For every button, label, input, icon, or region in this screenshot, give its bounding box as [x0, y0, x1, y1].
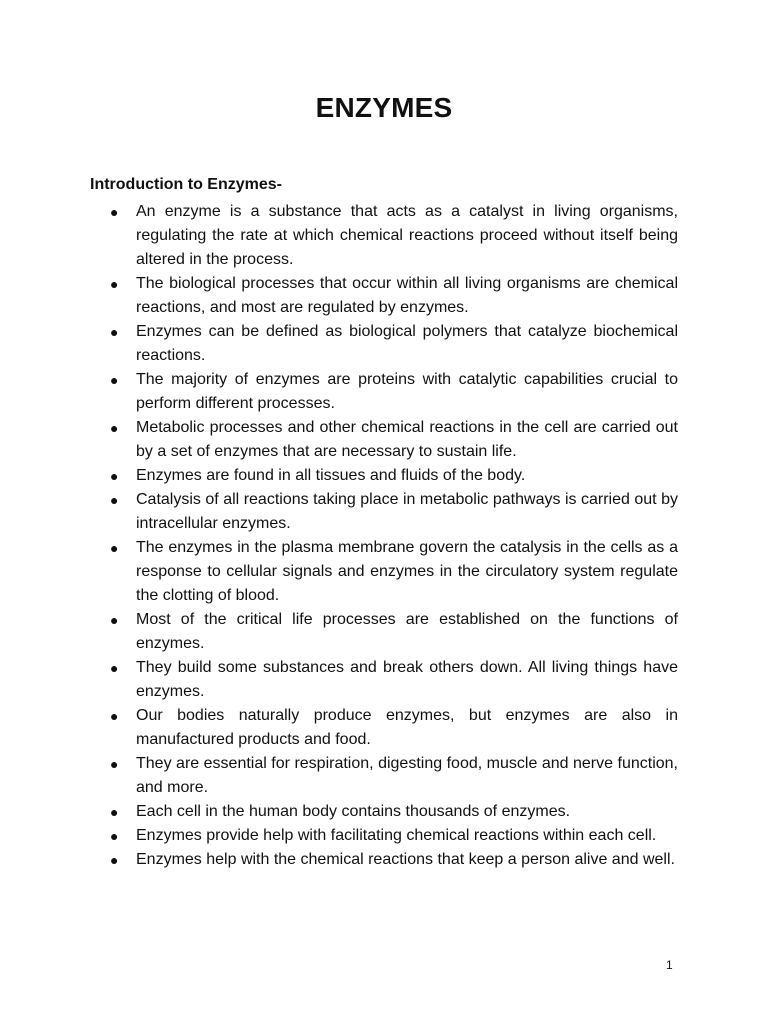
- list-item: [90, 848, 678, 872]
- bullet-icon: ●: [110, 756, 119, 772]
- list-item-text: Enzymes are found in all tissues and fluids of the body.: [136, 467, 526, 484]
- list-item-text: Enzymes help with the chemical reactions that keep a person alive and well.: [136, 851, 675, 868]
- list-item: [90, 368, 678, 416]
- bullet-icon: ●: [110, 372, 119, 388]
- document-title: ENZYMES: [315, 92, 453, 123]
- list-item: [90, 416, 678, 464]
- bullet-icon: ●: [110, 468, 119, 484]
- section-heading: Introduction to Enzymes-: [90, 176, 282, 193]
- list-item: [90, 536, 678, 608]
- list-item: [90, 608, 678, 656]
- list-item: [90, 488, 678, 536]
- bullet-icon: ●: [110, 828, 119, 844]
- list-item-text: Enzymes provide help with facilitating chemical reactions within each cell.: [136, 827, 657, 844]
- list-item-text: The enzymes in the plasma membrane govern the catalysis in the cells as a response to cellular signals and enzymes in the circulatory system regulate the clotting of blood.: [136, 539, 678, 604]
- list-item-text: The majority of enzymes are proteins with catalytic capabilities crucial to perform different processes.: [136, 371, 678, 412]
- list-item-text: Enzymes can be defined as biological polymers that catalyze biochemical reactions.: [136, 323, 678, 364]
- list-item: [90, 800, 678, 824]
- bullet-list: [90, 200, 678, 872]
- bullet-icon: ●: [110, 204, 119, 220]
- bullet-icon: ●: [110, 540, 119, 556]
- list-item-text: Each cell in the human body contains thousands of enzymes.: [136, 803, 571, 820]
- list-item: [90, 200, 678, 272]
- bullet-icon: ●: [110, 852, 119, 868]
- bullet-icon: ●: [110, 420, 119, 436]
- page-number: 1: [666, 958, 673, 972]
- bullet-icon: ●: [110, 492, 119, 508]
- bullet-icon: ●: [110, 804, 119, 820]
- bullet-icon: ●: [110, 276, 119, 292]
- list-item: [90, 704, 678, 752]
- bullet-icon: ●: [110, 612, 119, 628]
- list-item-text: Catalysis of all reactions taking place in metabolic pathways is carried out by intracellular enzymes.: [136, 491, 678, 532]
- list-item: [90, 752, 678, 800]
- list-item-text: Our bodies naturally produce enzymes, but enzymes are also in manufactured products and food.: [136, 707, 678, 748]
- bullet-icon: ●: [110, 708, 119, 724]
- list-item-text: Most of the critical life processes are established on the functions of enzymes.: [136, 611, 678, 652]
- list-item-text: Metabolic processes and other chemical reactions in the cell are carried out by a set of enzymes that are necessary to sustain life.: [136, 419, 678, 460]
- list-item-text: They build some substances and break others down. All living things have enzymes.: [136, 659, 678, 700]
- bullet-icon: ●: [110, 660, 119, 676]
- list-item: [90, 320, 678, 368]
- list-item: [90, 272, 678, 320]
- list-item: [90, 656, 678, 704]
- list-item-text: They are essential for respiration, digesting food, muscle and nerve function, and more.: [136, 755, 678, 796]
- list-item: [90, 824, 678, 848]
- list-item-text: The biological processes that occur within all living organisms are chemical reactions, and most are regulated by enzymes.: [136, 275, 678, 316]
- bullet-icon: ●: [110, 324, 119, 340]
- list-item-text: An enzyme is a substance that acts as a catalyst in living organisms, regulating the rate at which chemical reactions proceed without itself being altered in the process.: [136, 203, 678, 268]
- list-item: [90, 464, 678, 488]
